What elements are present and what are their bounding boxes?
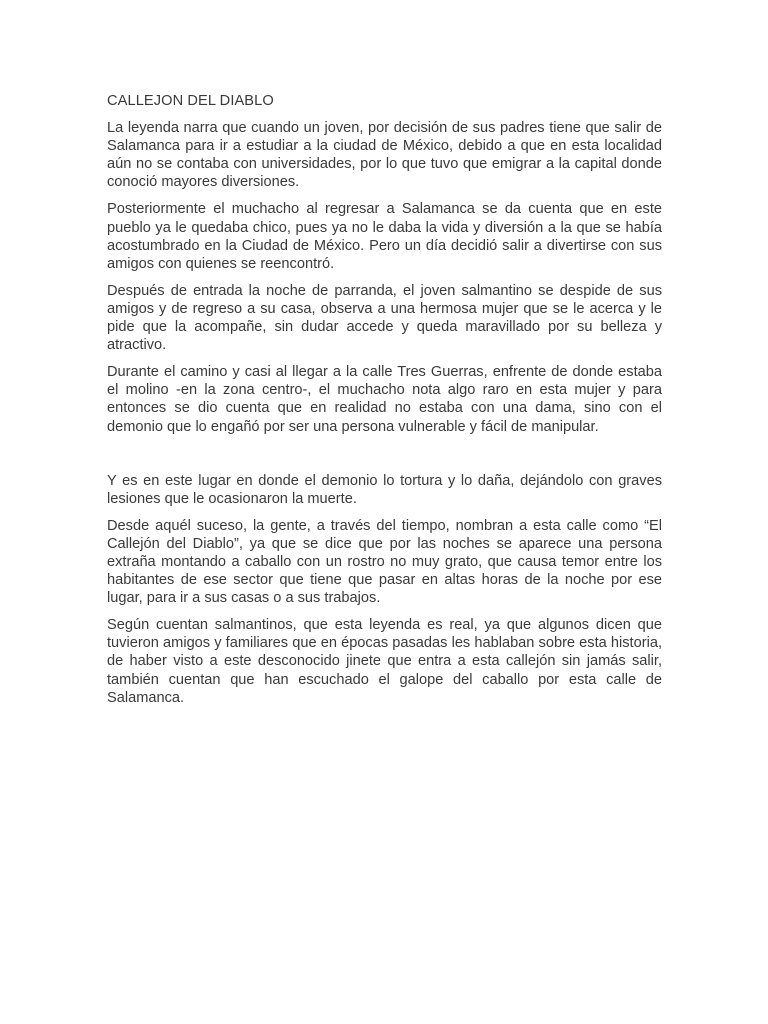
document-title: CALLEJON DEL DIABLO xyxy=(107,93,274,109)
paragraph-spacer xyxy=(107,445,662,472)
paragraph-1: La leyenda narra que cuando un joven, por decisión de sus padres tiene que salir de Salamanca para ir a estudiar a la ciudad de México, debido a que en esta localidad aún no se contaba con universidades, por lo que tuvo que emigrar a la capital donde conoció mayores diversiones. xyxy=(107,120,662,191)
paragraph-5: Y es en este lugar en donde el demonio lo tortura y lo daña, dejándolo con graves lesiones que le ocasionaron la muerte. xyxy=(107,472,662,507)
paragraph-2: Posteriormente el muchacho al regresar a Salamanca se da cuenta que en este pueblo ya le quedaba chico, pues ya no le daba la vida y diversión a la que se había acostumbrado en la Ciudad de México. Pero un día decidió salir a divertirse con sus amigos con quienes se reencontró. xyxy=(107,201,662,272)
paragraph-7: Según cuentan salmantinos, que esta leyenda es real, ya que algunos dicen que tuvieron amigos y familiares que en épocas pasadas les hablaban sobre esta historia, de haber visto a este desconocido jinete que entra a esta callejón sin jamás salir, también cuentan que han escuchado el galope del caballo por esta calle de Salamanca. xyxy=(107,617,662,706)
paragraph-3: Después de entrada la noche de parranda, el joven salmantino se despide de sus amigos y de regreso a su casa, observa a una hermosa mujer que se le acerca y le pide que la acompañe, sin dudar accede y queda maravillado por su belleza y atractivo. xyxy=(107,282,662,354)
paragraph-4: Durante el camino y casi al llegar a la calle Tres Guerras, enfrente de donde estaba el molino -en la zona centro-, el muchacho nota algo raro en esta mujer y para entonces se dio cuenta que en realidad no estaba con una dama, sino con el demonio que lo engañó por ser una persona vulnerable y fácil de manipular. xyxy=(107,364,662,435)
paragraph-6: Desde aquél suceso, la gente, a través del tiempo, nombran a esta calle como “El Callejón del Diablo”, ya que se dice que por las noches se aparece una persona extraña montando a caballo con un rostro no muy grato, que causa temor entre los habitantes de ese sector que tiene que pasar en altas horas de la noche por ese lugar, para ir a sus casas o a sus trabajos. xyxy=(107,517,662,607)
document-body xyxy=(107,92,662,716)
